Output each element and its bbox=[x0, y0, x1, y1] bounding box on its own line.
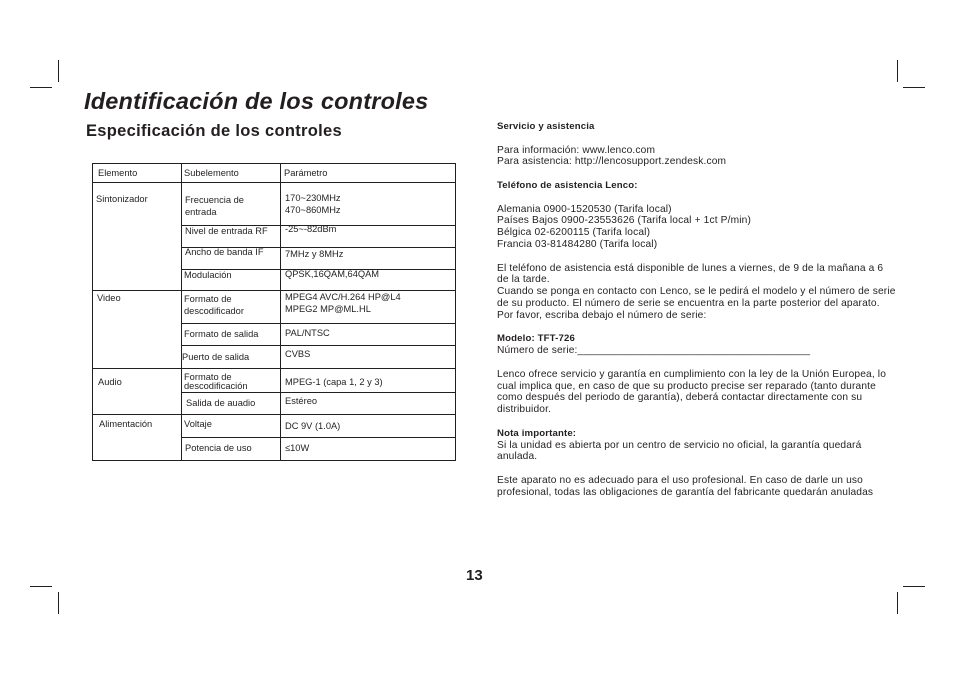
table-divider bbox=[93, 182, 455, 183]
table-param-cell: PAL/NTSC bbox=[285, 328, 330, 338]
table-subelement-cell: Ancho de banda IF bbox=[185, 247, 264, 257]
table-subelement-cell: Frecuencia de entrada bbox=[185, 195, 244, 217]
table-divider bbox=[181, 323, 455, 324]
table-param-cell: -25~-82dBm bbox=[285, 224, 337, 234]
table-divider bbox=[181, 392, 455, 393]
table-divider bbox=[181, 164, 182, 460]
service-heading: Servicio y asistencia bbox=[497, 121, 595, 132]
warranty-text: Lenco ofrece servicio y garantía en cumplimiento con la ley de la Unión Europea, lo cual implica que, en caso de que su producto precise ser reparado (tanto durante como después del periodo de garantía), deberá contactar directamente con su distribuidor. bbox=[497, 368, 887, 416]
phone-line: Alemania 0900-1520530 (Tarifa local) bbox=[497, 203, 672, 215]
table-divider bbox=[181, 437, 455, 438]
table-subelement-cell: Formato de descodificador bbox=[184, 294, 244, 316]
section-subtitle: Especificación de los controles bbox=[86, 122, 342, 140]
table-param-cell: CVBS bbox=[285, 349, 311, 359]
table-subelement-cell: Nivel de entrada RF bbox=[185, 226, 268, 236]
table-param-cell: QPSK,16QAM,64QAM bbox=[285, 269, 380, 279]
table-param-cell: Estéreo bbox=[285, 396, 318, 406]
crop-mark bbox=[58, 60, 59, 82]
table-param-cell: DC 9V (1.0A) bbox=[285, 421, 341, 431]
spec-table bbox=[92, 163, 456, 461]
table-param-cell: MPEG-1 (capa 1, 2 y 3) bbox=[285, 377, 383, 387]
hours-text: El teléfono de asistencia está disponible de lunes a viernes, de 9 de la mañana a 6 de la tarde. bbox=[497, 262, 884, 286]
table-divider bbox=[280, 164, 281, 460]
table-param-cell: 170~230MHz 470~860MHz bbox=[285, 193, 341, 215]
table-divider bbox=[93, 368, 455, 369]
table-element-cell: Alimentación bbox=[99, 419, 153, 429]
crop-mark bbox=[30, 586, 52, 587]
page-number: 13 bbox=[466, 567, 483, 584]
crop-mark bbox=[897, 60, 898, 82]
table-subelement-cell: Formato de salida bbox=[184, 329, 259, 339]
table-subelement-cell: Potencia de uso bbox=[185, 443, 252, 453]
phone-line: Países Bajos 0900-23553626 (Tarifa local + 1ct P/min) bbox=[497, 215, 752, 227]
phone-heading: Teléfono de asistencia Lenco: bbox=[497, 179, 638, 191]
table-divider bbox=[93, 414, 455, 415]
support-line: Para asistencia: http://lencosupport.zendesk.com bbox=[497, 156, 727, 168]
important-heading: Nota importante: bbox=[497, 427, 577, 439]
professional-text: Este aparato no es adecuado para el uso profesional. En caso de darle un uso profesional, todas las obligaciones de garantía del fabricante quedarán anuladas bbox=[497, 474, 874, 498]
table-header: Elemento bbox=[98, 168, 138, 178]
page-title: Identificación de los controles bbox=[84, 88, 429, 114]
table-element-cell: Video bbox=[97, 293, 121, 303]
table-divider bbox=[181, 345, 455, 346]
table-element-cell: Audio bbox=[98, 377, 122, 387]
table-divider bbox=[93, 290, 455, 291]
crop-mark bbox=[903, 586, 925, 587]
contact-text: Cuando se ponga en contacto con Lenco, se le pedirá el modelo y el número de serie de su producto. El número de serie se encuentra en la parte posterior del aparato. Por favor, escriba debajo el número de serie: bbox=[497, 286, 896, 321]
crop-mark bbox=[897, 592, 898, 614]
important-text: Si la unidad es abierta por un centro de servicio no oficial, la garantía quedará anulada. bbox=[497, 439, 862, 463]
table-param-cell: ≤10W bbox=[285, 443, 310, 453]
phone-line: Francia 03-81484280 (Tarifa local) bbox=[497, 238, 658, 250]
table-header: Parámetro bbox=[284, 168, 328, 178]
table-param-cell: 7MHz y 8MHz bbox=[285, 249, 344, 259]
table-param-cell: MPEG4 AVC/H.264 HP@L4 MPEG2 MP@ML.HL bbox=[285, 292, 401, 314]
table-subelement-cell: Modulación bbox=[184, 270, 232, 280]
phone-line: Bélgica 02-6200115 (Tarifa local) bbox=[497, 227, 651, 239]
crop-mark bbox=[58, 592, 59, 614]
info-line: Para información: www.lenco.com bbox=[497, 144, 656, 156]
table-subelement-cell: Formato de descodificación bbox=[184, 372, 248, 391]
table-subelement-cell: Voltaje bbox=[184, 419, 212, 429]
table-subelement-cell: Salida de auadio bbox=[186, 398, 256, 408]
table-element-cell: Sintonizador bbox=[96, 194, 148, 204]
table-subelement-cell: Puerto de salida bbox=[182, 352, 250, 362]
serial-label: Número de serie:________________________________________ bbox=[497, 345, 811, 357]
service-section bbox=[497, 121, 897, 499]
table-header: Subelemento bbox=[184, 168, 239, 178]
crop-mark bbox=[903, 87, 925, 88]
crop-mark bbox=[30, 87, 52, 88]
model-label: Modelo: TFT-726 bbox=[497, 333, 575, 345]
